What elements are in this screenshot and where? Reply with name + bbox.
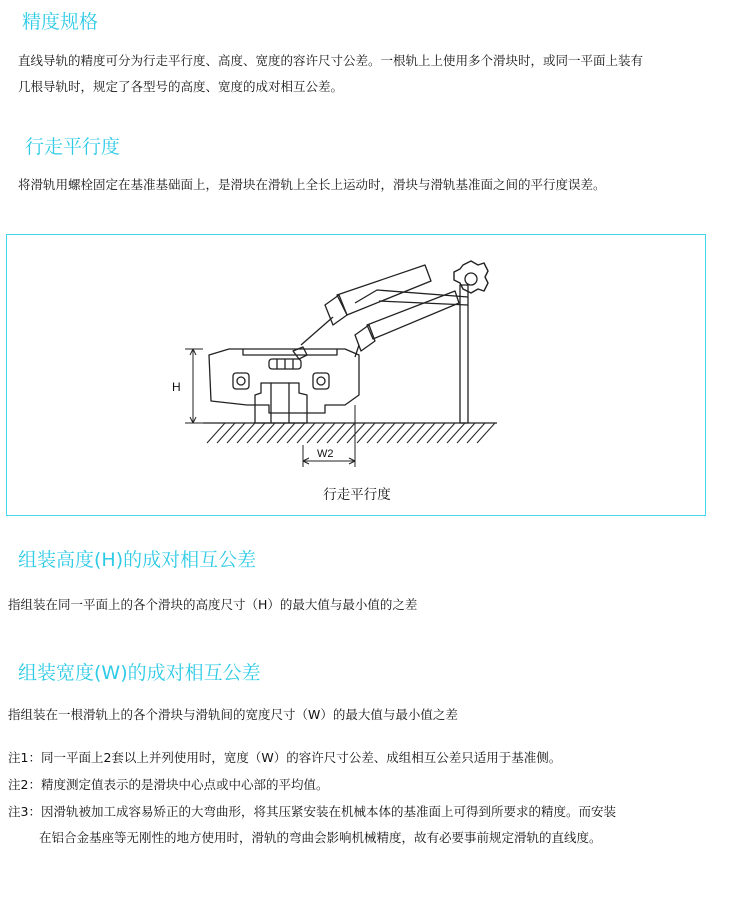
knob-icon [454, 261, 488, 293]
section-title-height: 组装高度(H)的成对相互公差 [18, 549, 257, 571]
note-2 [8, 772, 328, 798]
section-title-precision: 精度规格 [22, 11, 99, 33]
figure-caption: 行走平行度 [323, 487, 391, 503]
section-title-parallelism: 行走平行度 [25, 136, 121, 158]
note-3-continuation: 在铝合金基座等无刚性的地方使用时，滑轨的弯曲会影响机械精度，故有必要事前规定滑轨的直线度。 [39, 830, 602, 845]
note-2-prefix: 注2： [8, 777, 41, 792]
parallelism-text: 将滑轨用螺栓固定在基准基础面上，是滑块在滑轨上全长上运动时，滑块与滑轨基准面之间的平行度误差。 [18, 177, 606, 192]
note-1-text: 同一平面上2套以上并列使用时，宽度（W）的容许尺寸公差、成组相互公差只适用于基准侧。 [40, 750, 562, 765]
dial-gauge-1 [301, 265, 431, 345]
note-3-prefix: 注3： [8, 804, 41, 819]
note-3-text: 因滑轨被加工成容易矫正的大弯曲形，将其压紧安装在机械本体的基准面上可得到所要求的精度。而安装 [40, 804, 616, 819]
base-hatching [207, 423, 495, 443]
dial-gauge-2 [355, 291, 459, 357]
left-end-seal [233, 373, 249, 389]
note-1-prefix: 注1： [8, 750, 41, 765]
width-text: 指组装在一根滑轨上的各个滑块与滑轨间的宽度尺寸（W）的最大值与最小值之差 [8, 707, 458, 722]
note-3 [8, 799, 616, 825]
stand-post [460, 285, 468, 423]
precision-text-line2: 几根导轨时，规定了各型号的高度、宽度的成对相互公差。 [18, 79, 344, 94]
section-title-width: 组装宽度(W)的成对相互公差 [18, 662, 261, 684]
note-2-text: 精度测定值表示的是滑块中心点或中心部的平均值。 [40, 777, 329, 792]
right-end-seal [313, 373, 329, 389]
note-1 [8, 745, 561, 771]
label-h: H [172, 380, 181, 394]
parallelism-figure [6, 234, 706, 516]
precision-text-line1: 直线导轨的精度可分为行走平行度、高度、宽度的容许尺寸公差。一根轨上上使用多个滑块时，或同一平面上装有 [18, 53, 644, 68]
label-w2: W2 [317, 448, 334, 460]
parallelism-diagram [7, 235, 707, 517]
guide-rail [255, 383, 307, 423]
height-text: 指组装在同一平面上的各个滑块的高度尺寸（H）的最大值与最小值的之差 [8, 597, 418, 612]
knob-center [465, 273, 477, 285]
